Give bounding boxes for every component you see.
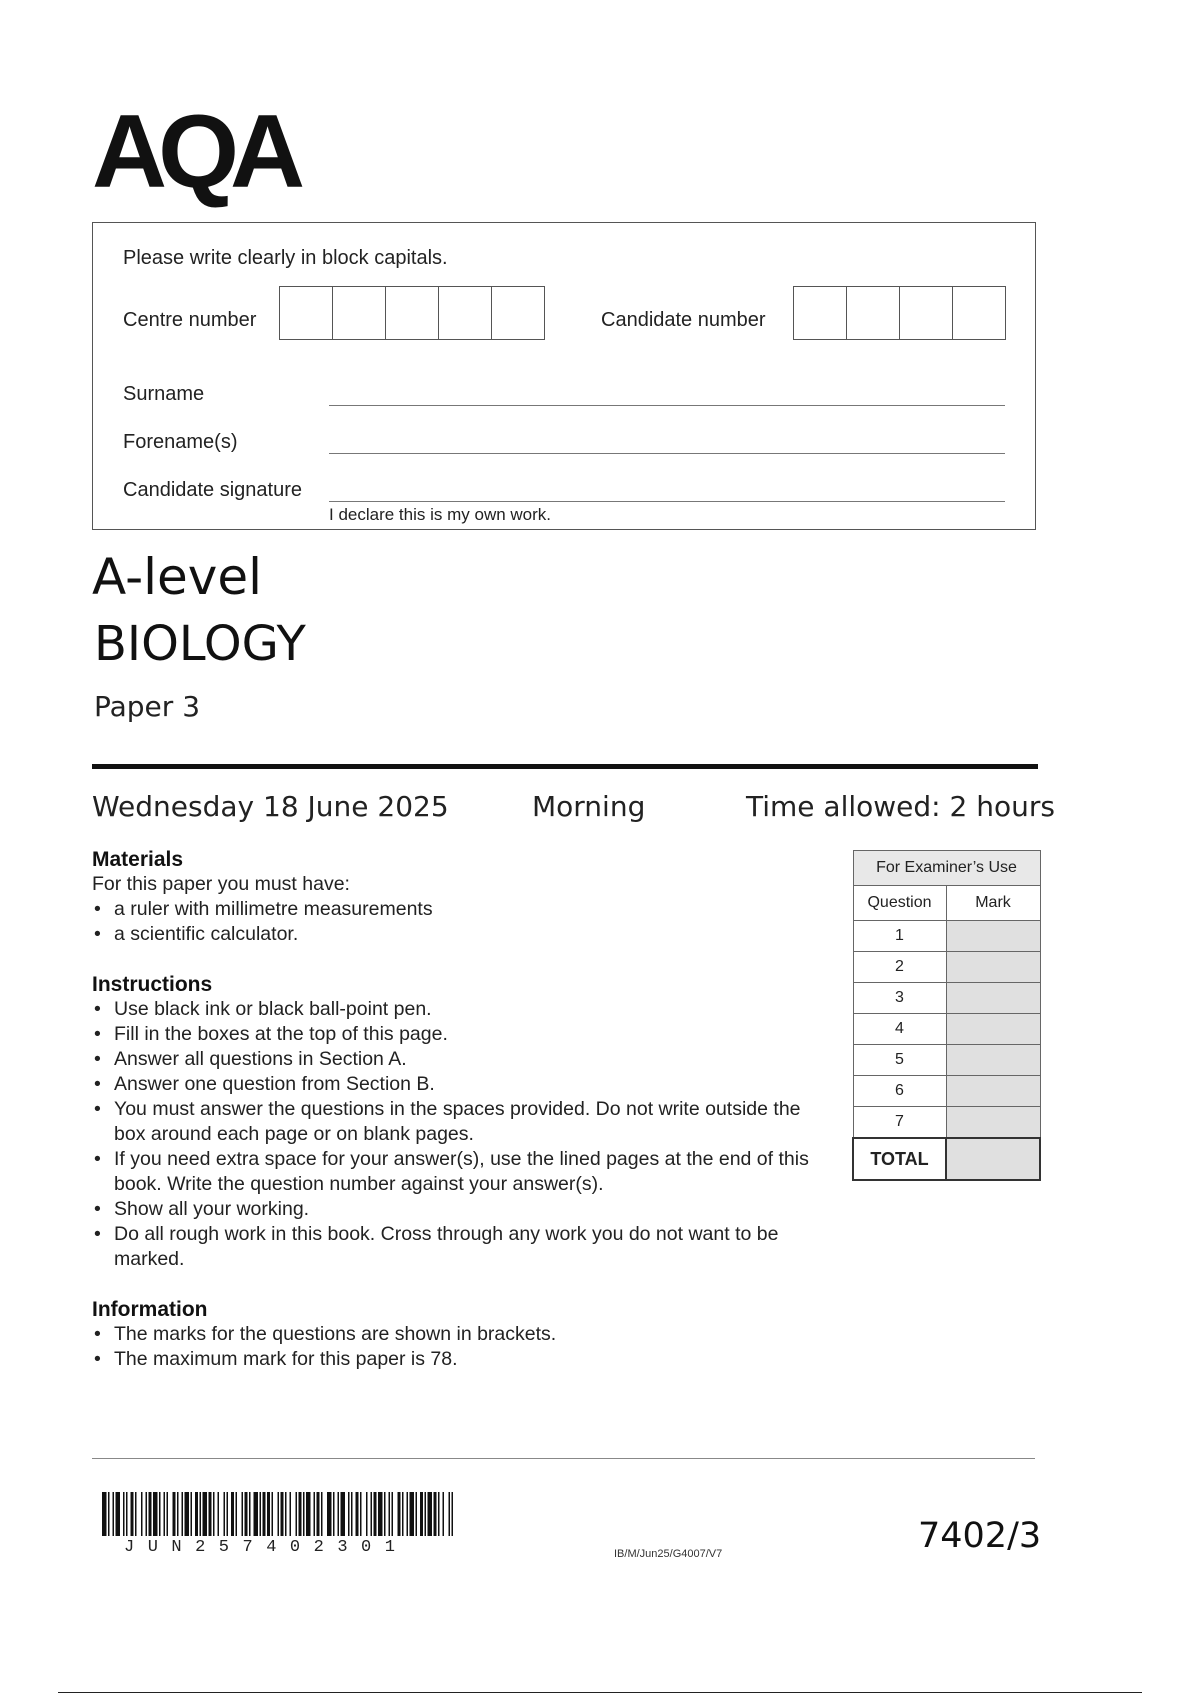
barcode-bar bbox=[218, 1492, 220, 1536]
total-mark-cell bbox=[946, 1138, 1040, 1180]
declaration-text: I declare this is my own work. bbox=[329, 505, 552, 524]
barcode-bar bbox=[384, 1492, 386, 1536]
centre-digit-box[interactable] bbox=[492, 287, 544, 339]
barcode-bar bbox=[314, 1492, 316, 1536]
barcode-bar bbox=[272, 1492, 274, 1536]
barcode-bar bbox=[360, 1492, 362, 1536]
centre-number-label: Centre number bbox=[123, 309, 257, 331]
qualification-level: A-level bbox=[92, 548, 263, 606]
barcode-bar bbox=[290, 1492, 292, 1536]
barcode-bar bbox=[149, 1492, 152, 1536]
table-row bbox=[853, 921, 1040, 952]
barcode-bar bbox=[191, 1492, 193, 1536]
list-item: • a ruler with millimetre measurements bbox=[92, 897, 832, 922]
list-item: • Fill in the boxes at the top of this page. bbox=[92, 1022, 832, 1047]
instructions-heading: Instructions bbox=[92, 973, 213, 996]
list-item: • Do all rough work in this book. Cross through any work you do not want to be marked. bbox=[92, 1222, 832, 1272]
mark-cell bbox=[946, 1014, 1040, 1045]
barcode-bar bbox=[267, 1492, 270, 1536]
candidate-digit-box[interactable] bbox=[847, 287, 900, 339]
barcode-bar bbox=[434, 1492, 437, 1536]
divider-rule bbox=[92, 764, 1038, 769]
list-item: • If you need extra space for your answer(s), use the lined pages at the end of this book. Write the question number against your answer(s). bbox=[92, 1147, 832, 1197]
barcode-bar bbox=[185, 1492, 190, 1536]
paper-number: Paper 3 bbox=[94, 690, 201, 723]
barcode-bar bbox=[113, 1492, 115, 1536]
mark-cell bbox=[946, 952, 1040, 983]
barcode-bar bbox=[281, 1492, 284, 1536]
total-label: TOTAL bbox=[853, 1138, 946, 1180]
list-item: • Answer one question from Section B. bbox=[92, 1072, 832, 1097]
forenames-label: Forename(s) bbox=[123, 431, 238, 453]
aqa-logo: AQA bbox=[92, 94, 297, 210]
barcode-bar bbox=[278, 1492, 280, 1536]
page-bottom-rule bbox=[58, 1692, 1142, 1693]
centre-digit-box[interactable] bbox=[333, 287, 386, 339]
instructions-list bbox=[92, 997, 832, 1272]
barcode-bar bbox=[366, 1492, 368, 1536]
barcode-bar bbox=[338, 1492, 340, 1536]
question-number: 7 bbox=[853, 1107, 946, 1139]
mark-cell bbox=[946, 1107, 1040, 1139]
barcode-bar bbox=[452, 1492, 454, 1536]
barcode-bar bbox=[333, 1492, 335, 1536]
materials-heading: Materials bbox=[92, 848, 184, 871]
mark-cell bbox=[946, 983, 1040, 1014]
barcode-bar bbox=[116, 1492, 121, 1536]
barcode-bar bbox=[102, 1492, 107, 1536]
barcode-bar bbox=[108, 1492, 110, 1536]
barcode-bar bbox=[200, 1492, 202, 1536]
barcode-bar bbox=[231, 1492, 234, 1536]
mark-cell bbox=[946, 1076, 1040, 1107]
barcode-bar bbox=[438, 1492, 440, 1536]
question-number: 6 bbox=[853, 1076, 946, 1107]
list-item: • Use black ink or black ball-point pen. bbox=[92, 997, 832, 1022]
barcode-bar bbox=[224, 1492, 226, 1536]
barcode-bar bbox=[260, 1492, 262, 1536]
barcode-bar bbox=[299, 1492, 302, 1536]
barcode-bar bbox=[416, 1492, 418, 1536]
list-item: • The maximum mark for this paper is 78. bbox=[92, 1347, 832, 1372]
surname-input-line[interactable] bbox=[329, 405, 1005, 406]
centre-digit-box[interactable] bbox=[386, 287, 439, 339]
information-section bbox=[92, 1298, 832, 1372]
examiner-use-title: For Examiner’s Use bbox=[853, 851, 1040, 886]
list-item: • a scientific calculator. bbox=[92, 922, 832, 947]
barcode-bar bbox=[398, 1492, 401, 1536]
footer-divider bbox=[92, 1458, 1035, 1459]
centre-digit-box[interactable] bbox=[439, 287, 492, 339]
barcode-bar bbox=[425, 1492, 427, 1536]
question-number: 3 bbox=[853, 983, 946, 1014]
barcode-bar bbox=[263, 1492, 266, 1536]
list-item: • Answer all questions in Section A. bbox=[92, 1047, 832, 1072]
question-column-header: Question bbox=[853, 886, 946, 921]
table-row bbox=[853, 983, 1040, 1014]
barcode-bar bbox=[443, 1492, 445, 1536]
barcode-image bbox=[102, 1492, 454, 1536]
candidate-number-field[interactable] bbox=[793, 286, 1006, 340]
barcode-bar bbox=[254, 1492, 259, 1536]
barcode-bar bbox=[321, 1492, 323, 1536]
materials-list bbox=[92, 897, 832, 947]
barcode-bar bbox=[213, 1492, 215, 1536]
surname-label: Surname bbox=[123, 383, 205, 405]
barcode-bar bbox=[348, 1492, 350, 1536]
list-item: • The marks for the questions are shown in brackets. bbox=[92, 1322, 832, 1347]
mark-cell bbox=[946, 1045, 1040, 1076]
barcode-bar bbox=[392, 1492, 394, 1536]
paper-code: 7402/3 bbox=[918, 1516, 1042, 1556]
candidate-digit-box[interactable] bbox=[794, 287, 847, 339]
centre-digit-box[interactable] bbox=[280, 287, 333, 339]
question-number: 5 bbox=[853, 1045, 946, 1076]
signature-label: Candidate signature bbox=[123, 479, 303, 501]
barcode-bar bbox=[378, 1492, 383, 1536]
exam-date: Wednesday 18 June 2025 bbox=[92, 790, 449, 823]
barcode-bar bbox=[317, 1492, 320, 1536]
table-row bbox=[853, 1014, 1040, 1045]
candidate-digit-box[interactable] bbox=[953, 287, 1005, 339]
candidate-digit-box[interactable] bbox=[900, 287, 953, 339]
table-row bbox=[853, 952, 1040, 983]
subject-name: BIOLOGY bbox=[94, 616, 306, 672]
barcode-bar bbox=[164, 1492, 166, 1536]
barcode-bar bbox=[141, 1492, 143, 1536]
candidate-number-label: Candidate number bbox=[601, 309, 766, 331]
barcode-bar bbox=[420, 1492, 423, 1536]
total-row bbox=[853, 1138, 1040, 1180]
barcode-bar bbox=[371, 1492, 373, 1536]
list-item: • You must answer the questions in the spaces provided. Do not write outside the box around each page or on blank pages. bbox=[92, 1097, 832, 1147]
barcode-bar bbox=[327, 1492, 332, 1536]
barcode-bar bbox=[153, 1492, 158, 1536]
table-row bbox=[853, 1045, 1040, 1076]
candidate-details-box bbox=[92, 222, 1036, 530]
barcode-bar bbox=[236, 1492, 238, 1536]
table-row bbox=[853, 1107, 1040, 1139]
barcode-bar bbox=[173, 1492, 176, 1536]
barcode-bar bbox=[167, 1492, 169, 1536]
mark-column-header: Mark bbox=[946, 886, 1040, 921]
question-number: 2 bbox=[853, 952, 946, 983]
exam-session: Morning bbox=[532, 790, 646, 823]
barcode-bar bbox=[159, 1492, 161, 1536]
materials-section bbox=[92, 848, 832, 947]
barcode-bar bbox=[177, 1492, 179, 1536]
barcode-bar bbox=[389, 1492, 391, 1536]
materials-intro: For this paper you must have: bbox=[92, 873, 350, 895]
barcode-bar bbox=[449, 1492, 451, 1536]
question-number: 1 bbox=[853, 921, 946, 952]
block-capitals-instruction: Please write clearly in block capitals. bbox=[123, 247, 448, 269]
barcode-bar bbox=[123, 1492, 125, 1536]
barcode-bar bbox=[227, 1492, 229, 1536]
barcode-bar bbox=[209, 1492, 212, 1536]
barcode-text: JUN257402301 bbox=[124, 1538, 409, 1557]
barcode-bar bbox=[351, 1492, 353, 1536]
barcode-bar bbox=[242, 1492, 244, 1536]
barcode-bar bbox=[182, 1492, 184, 1536]
barcode-bar bbox=[410, 1492, 415, 1536]
barcode-bar bbox=[407, 1492, 409, 1536]
time-allowed: Time allowed: 2 hours bbox=[746, 790, 1055, 823]
list-item: • Show all your working. bbox=[92, 1197, 832, 1222]
barcode-bar bbox=[135, 1492, 137, 1536]
barcode-bar bbox=[428, 1492, 433, 1536]
barcode-bar bbox=[341, 1492, 346, 1536]
document-reference: IB/M/Jun25/G4007/V7 bbox=[614, 1548, 723, 1560]
barcode-bar bbox=[195, 1492, 198, 1536]
information-heading: Information bbox=[92, 1298, 208, 1321]
barcode-bar bbox=[146, 1492, 148, 1536]
table-row bbox=[853, 1076, 1040, 1107]
signature-input-line[interactable] bbox=[329, 501, 1005, 502]
centre-number-field[interactable] bbox=[279, 286, 545, 340]
examiner-use-table bbox=[852, 850, 1041, 1181]
barcode-bar bbox=[285, 1492, 287, 1536]
barcode-bar bbox=[303, 1492, 305, 1536]
mark-cell bbox=[946, 921, 1040, 952]
barcode-bar bbox=[306, 1492, 311, 1536]
instructions-section bbox=[92, 973, 832, 1272]
forenames-input-line[interactable] bbox=[329, 453, 1005, 454]
barcode-bar bbox=[296, 1492, 298, 1536]
question-number: 4 bbox=[853, 1014, 946, 1045]
barcode-bar bbox=[245, 1492, 248, 1536]
information-list bbox=[92, 1322, 832, 1372]
barcode-bar bbox=[126, 1492, 128, 1536]
barcode-bar bbox=[374, 1492, 377, 1536]
barcode-bar bbox=[356, 1492, 359, 1536]
barcode-bar bbox=[249, 1492, 251, 1536]
barcode-bar bbox=[402, 1492, 404, 1536]
barcode-bar bbox=[203, 1492, 208, 1536]
barcode-bar bbox=[131, 1492, 134, 1536]
